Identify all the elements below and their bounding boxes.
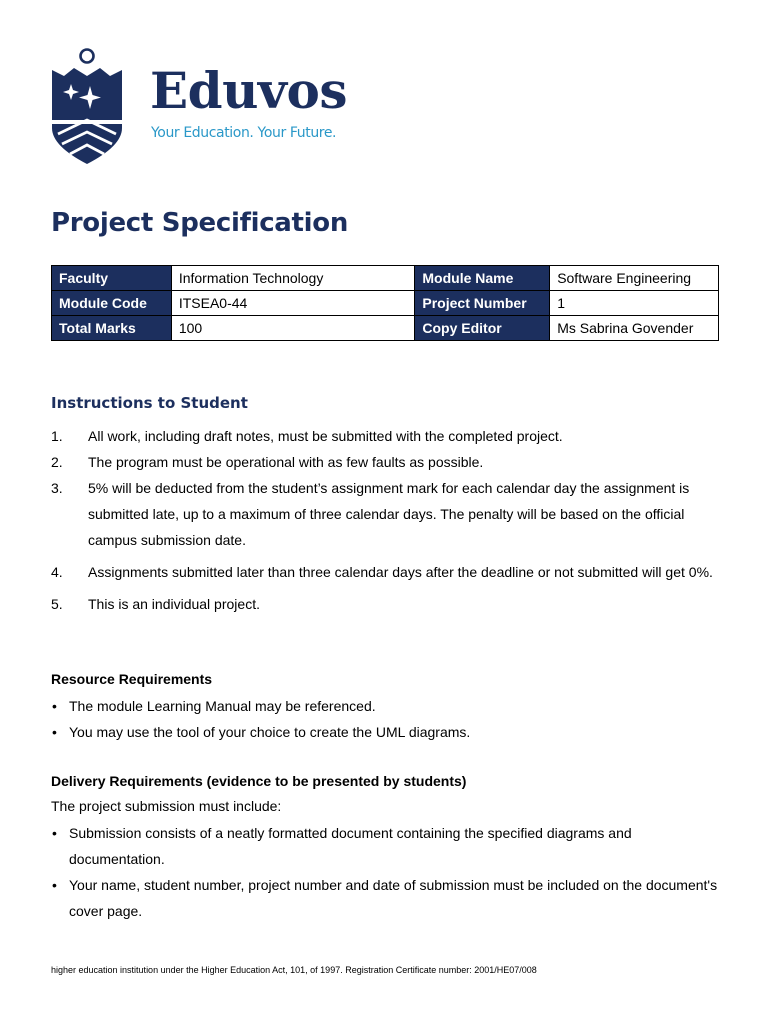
list-item xyxy=(51,423,721,449)
list-number: 1. xyxy=(51,428,63,444)
shield-crest-icon xyxy=(50,46,124,166)
brand-logo xyxy=(50,46,390,168)
list-item: • Submission consists of a neatly formatted document containing the specified diagrams and documentation. xyxy=(51,820,721,872)
list-item-text: This is an individual project. xyxy=(88,596,260,612)
module-code-label: Module Code xyxy=(52,291,172,316)
module-name-label: Module Name xyxy=(415,266,550,291)
list-item-text: 5% will be deducted from the student’s assignment mark for each calendar day the assignment is submitted late, up to a maximum of three calendar days. The penalty will be based on the official campus submission date. xyxy=(88,480,690,548)
resource-requirements-heading: Resource Requirements xyxy=(51,671,213,687)
list-item-text: Assignments submitted later than three calendar days after the deadline or not submitted will get 0%. xyxy=(88,564,713,580)
list-item xyxy=(51,449,721,475)
delivery-intro: The project submission must include: xyxy=(51,798,282,814)
list-item xyxy=(51,559,721,585)
list-item-text: All work, including draft notes, must be submitted with the completed project. xyxy=(88,428,563,444)
list-item xyxy=(51,591,721,617)
list-item: • Your name, student number, project number and date of submission must be included on the document's cover page. xyxy=(51,872,721,924)
list-number: 2. xyxy=(51,454,63,470)
total-marks-value: 100 xyxy=(171,316,415,341)
delivery-requirements-list xyxy=(51,820,721,924)
table-row xyxy=(52,291,719,316)
delivery-requirements-heading: Delivery Requirements (evidence to be presented by students) xyxy=(51,773,467,789)
module-code-value: ITSEA0-44 xyxy=(171,291,415,316)
project-number-label: Project Number xyxy=(415,291,550,316)
list-number: 4. xyxy=(51,564,63,580)
brand-tagline: Your Education. Your Future. xyxy=(151,125,337,141)
list-item xyxy=(51,475,721,553)
brand-name: Eduvos xyxy=(150,61,347,120)
faculty-value: Information Technology xyxy=(171,266,415,291)
project-number-value: 1 xyxy=(550,291,719,316)
list-number: 3. xyxy=(51,480,63,496)
faculty-label: Faculty xyxy=(52,266,172,291)
instructions-heading: Instructions to Student xyxy=(51,394,248,412)
module-name-value: Software Engineering xyxy=(550,266,719,291)
copy-editor-value: Ms Sabrina Govender xyxy=(550,316,719,341)
list-item-text: The program must be operational with as few faults as possible. xyxy=(88,454,484,470)
list-number: 5. xyxy=(51,596,63,612)
list-item: • The module Learning Manual may be referenced. xyxy=(51,693,721,719)
document-title: Project Specification xyxy=(51,208,349,238)
instructions-list xyxy=(51,423,721,617)
resource-requirements-list xyxy=(51,693,721,745)
table-row xyxy=(52,266,719,291)
footer-text: higher education institution under the Higher Education Act, 101, of 1997. Registration Certificate number: 2001/HE07/008 xyxy=(51,965,537,975)
list-item: • You may use the tool of your choice to create the UML diagrams. xyxy=(51,719,721,745)
table-row xyxy=(52,316,719,341)
module-info-table xyxy=(51,265,719,341)
copy-editor-label: Copy Editor xyxy=(415,316,550,341)
total-marks-label: Total Marks xyxy=(52,316,172,341)
